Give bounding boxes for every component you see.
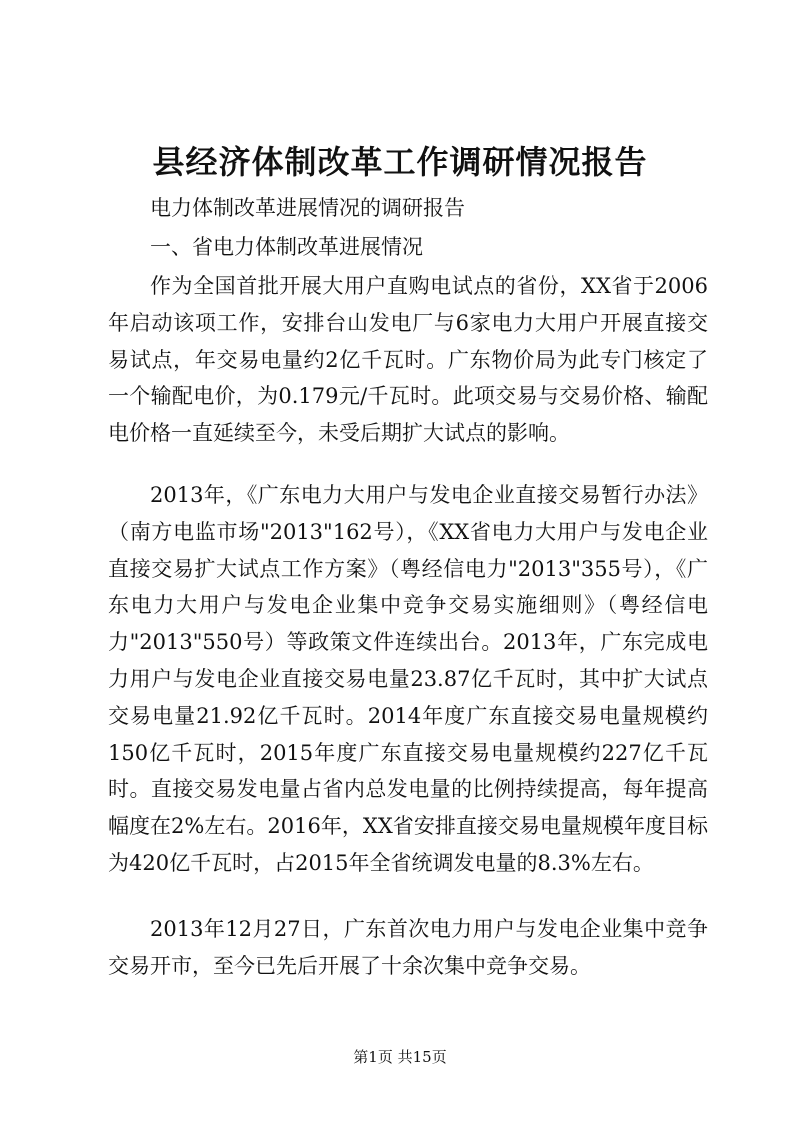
body-paragraph-1: 作为全国首批开展大用户直购电试点的省份，XX省于2006年启动该项工作，安排台山发电厂与6家电力大用户开展直接交易试点，年交易电量约2亿千瓦时。广东物价局为此专门核定了一个输配电价，为0.179元/千瓦时。此项交易与交易价格、输配电价格一直延续至今，未受后期扩大试点的影响。 — [108, 274, 708, 446]
section-heading: 一、省电力体制改革进展情况 — [150, 235, 423, 259]
report-subtitle-paragraph: 电力体制改革进展情况的调研报告 — [150, 196, 465, 220]
body-paragraph-3: 2013年12月27日，广东首次电力用户与发电企业集中竞争交易开市，至今已先后开展了十余次集中竞争交易。 — [108, 917, 708, 978]
body-paragraph-2: 2013年，《广东电力大用户与发电企业直接交易暂行办法》（南方电监市场"2013"162号），《XX省电力大用户与发电企业直接交易扩大试点工作方案》（粤经信电力"2013"355号），《广东电力大用户与发电企业集中竞争交易实施细则》（粤经信电力"2013"550号）等政策文件连续出台。2013年，广东完成电力用户与发电企业直接交易电量23.87亿千瓦时，其中扩大试点交易电量21.92亿千瓦时。2014年度广东直接交易电量规模约150亿千瓦时，2015年度广东直接交易电量规模约227亿千瓦时。直接交易发电量占省内总发电量的比例持续提高，每年提高幅度在2%左右。2016年，XX省安排直接交易电量规模年度目标为420亿千瓦时，占2015年全省统调发电量的8.3%左右。 — [108, 483, 708, 875]
document-title: 县经济体制改革工作调研情况报告 — [152, 143, 648, 181]
page-number-footer: 第1页 共15页 — [353, 1048, 447, 1066]
